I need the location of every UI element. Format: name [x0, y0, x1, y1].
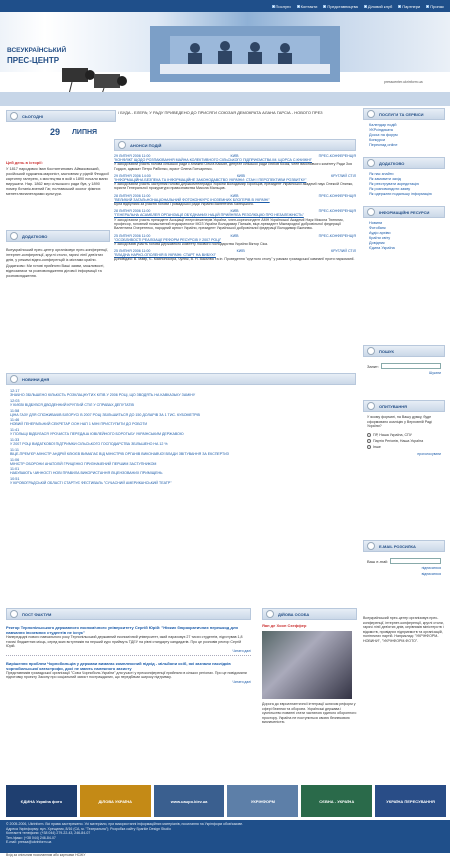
logo-line1[interactable]: ВСЕУКРАЇНСЬКИЙ	[7, 47, 67, 54]
news-time: 11:06	[10, 457, 20, 462]
radio-icon[interactable]	[367, 445, 371, 449]
extra-link[interactable]: Як нас знайти	[369, 172, 394, 176]
ann-date: 29 ЛИПНЯ 2006 14:00	[114, 173, 151, 178]
news-item[interactable]	[10, 399, 356, 407]
news-time: 11:41	[10, 428, 20, 433]
radio-icon[interactable]	[367, 433, 371, 437]
news-text[interactable]: У КИЄВІ ВІДБУВСЯ ДВОДЕННИЙ КРУГЛИЙ СТІЛ У СПРАВАХ ДЕПУТАТІВ	[10, 402, 134, 407]
ann-date: 28 ЛИПНЯ 2006 11:00	[114, 209, 151, 214]
info-link[interactable]: Єдина Україна	[369, 246, 395, 250]
ann-title-link[interactable]: "ІНФОРМАЦІЙНА БЕЗПЕКА ТА ІНФОРМАЦІЙНЕ ЗАКОНОДАВСТВО УКРАЇНИ: СТАН І ПЕРСПЕКТИВИ РОЗВИТКУ"	[114, 177, 307, 182]
info-header: ІНФОРМАЦІЙНІ РЕСУРСИ	[363, 206, 445, 218]
right-info-text: Всеукраїнський прес-центр організовує прес-конференції, інтернет-конференції, круглі столи, гарячі лінії дев'ятих днів, керівників міністерств і відомств, провідних підприємств та організацій, політичних партій. Наприклад: "УКРІНФОРМ-НОВИНИ", "УКРІНФОРМ-ФОТО".	[363, 616, 444, 643]
news-time: 11:11	[10, 447, 19, 452]
extra-link[interactable]: Як розповсюдити заяву	[369, 187, 411, 191]
search-label: Запит:	[367, 363, 379, 369]
extra-link[interactable]: Як реєструвати акредитацію	[369, 182, 420, 186]
announcement-item	[114, 249, 356, 262]
news-text[interactable]: НОВИЙ ГЕНЕРАЛЬНИЙ СЕКРЕТАР ООН НАП 1 МІНІ ПРИСТУПИТИ ДО РОБОТИ	[10, 422, 148, 427]
info-link[interactable]: Фотобанк	[369, 226, 386, 230]
services-link[interactable]: УКРсіндиката	[369, 128, 393, 132]
ann-body: У заході взяв участь голова Державного комітету лісового господарства України Віктор Сіка.	[114, 241, 269, 246]
nav-item-about[interactable]: Пронас	[426, 4, 444, 9]
post-headline[interactable]: Ректор Тернопільського державного економічного університету Сергій Юрій: "Ніяких бюрократичних перешкод для навчання іноземних студентів не існує"	[6, 625, 238, 635]
announcement-item	[114, 209, 356, 230]
ann-city: КИЇВ	[230, 233, 239, 238]
banner[interactable]: www.uaupo.kiev.ua	[154, 785, 225, 817]
copyright-line: Вхід за спільним посиланням або картками НСЖУ	[0, 853, 450, 862]
ann-title-link[interactable]: "ОСОБЛИВОСТІ РЕАЛІЗАЦІЇ РЕФОРМ РЕСУРСІВ У 2007 РОЦІ"	[114, 237, 222, 242]
ann-type: КРУГЛИЙ СТІЛ	[330, 249, 356, 254]
month-name: ЛИПНЯ	[72, 129, 98, 136]
news-item[interactable]	[10, 467, 356, 475]
poll-option[interactable]: Партія Регіонів, Наша Україна	[363, 438, 445, 444]
globe-icon	[367, 208, 375, 216]
announcements	[114, 139, 356, 265]
news-text[interactable]: У КІРОВОГРАДСЬКІЙ ОБЛАСТІ СТАРТУЄ ФЕСТИВАЛЬ "СУЧАСНИЙ АМЕРИКАНСЬКИЙ ТЕАТР"	[10, 481, 172, 486]
ann-body: У заході взяли участь президент Асоціації енергоінженерів України, член-кореспондент АМН Української Академії Наук Микола Тютюник, професор, головний позаштатний ендокринолог МОЗ України Володимир Панькiв, віце-президент Міжнародної добровільної федерації Валентина Очеретенко, народний артист України, президент Української добровільної федерації Володимир Бжезнюк.	[114, 217, 344, 231]
search-section	[363, 345, 445, 375]
banner[interactable]: УКРІНФОРМ	[227, 785, 298, 817]
history-heading: Цей день в історії:	[6, 160, 43, 165]
email-label: Ваш e-mail:	[367, 558, 389, 564]
nav-item-contacts[interactable]: Контакти	[297, 4, 318, 9]
banner[interactable]: ЄДИНА Україна фото	[6, 785, 77, 817]
info-icon	[10, 232, 18, 240]
square-icon	[364, 5, 367, 8]
ann-city: КИЇВ	[230, 193, 239, 198]
news-icon	[10, 375, 18, 383]
vote-button[interactable]: проголосувати	[417, 451, 441, 456]
banner[interactable]: СЄВНА - УКРАЇНА	[301, 785, 372, 817]
news-text[interactable]: ВІЦЕ-ПРЕМ'ЄР-МІНІСТР АНДРІЙ КЛЮЄВ ВИМАГАЄ ВІД МІНІСТРІВ ОРГАНІВ ВИКОНАВЧОЇ ВЛАДИ ЗВІТУВАННЯ ЗА ЕКСПЕРТИЗ	[10, 451, 229, 456]
news-text[interactable]: У 2007 РОЦІ ВИДАТКОВОЇ ПІДТРИМКИ СІЛЬСЬКОГО ГОСПОДАРСТВА ЗБІЛЬШЕНО НА 12 %	[10, 441, 168, 446]
ann-city: КИЇВ	[236, 173, 245, 178]
person-header: ДІЙОВА ОСОБА	[262, 608, 357, 620]
news-item[interactable]	[10, 458, 356, 466]
announcements-header: АНОНСИ ПОДІЙ	[114, 139, 356, 151]
ann-type: ПРЕС-КОНФЕРЕНЦІЯ	[318, 209, 356, 214]
info-link[interactable]: Довідник	[369, 241, 385, 245]
day-number: 29	[50, 127, 61, 137]
ann-body: У заході взяли участь голова сільської ради с.Книжни Ольга Касьян, депутат сільської ради Любов Козак, член виконавчого комітету Ради Зоя Гордон, адвокат Петро Рабієнко, юрист Олена Гончаренко.	[114, 162, 352, 171]
news-item[interactable]	[10, 389, 356, 397]
extra-link[interactable]: Як одержати подальшу інформацію	[369, 192, 432, 196]
ann-title-link[interactable]: "КОНФЛІКТ ЩОДО РОЗПАЮВАННЯ МАЙНА КОЛЕКТИВНОГО СІЛЬСЬКОГО ПІДПРИЄМСТВА ІМ. ЩОРСА С.КНИЖНІ"	[114, 158, 312, 162]
news-item[interactable]	[10, 418, 356, 426]
services-icon	[367, 110, 375, 118]
news-time: 11:01	[10, 467, 20, 472]
news-time: 11:33	[10, 437, 20, 442]
news-time: 12:03	[10, 398, 20, 403]
news-header: НОВИНИ ДНЯ	[6, 373, 356, 385]
email-section	[363, 540, 445, 576]
news-time: 10:51	[10, 477, 20, 482]
read-more-link[interactable]: Читати далі	[232, 679, 251, 684]
square-icon	[426, 5, 429, 8]
news-text[interactable]: НАБУВАЮТЬ ЧИННОСТІ НОВІ ПРАВИЛА ВИКОРИСТАННЯ ЛІЦЕНЗОВАНИХ ПРИМІЩЕНЬ	[10, 471, 163, 476]
post-text: Представників громадської організації "Союз Чорнобиль України" для участі у пресконференції прийняли в кількох регіонах. Про це повідомили підготовку проекту Закону про соціальний захист постраждалих, що передбачає широку підтримку.	[6, 670, 247, 679]
megaphone-icon	[118, 141, 126, 149]
post-factum-header: ПОСТ ФАКТУМ	[6, 608, 251, 620]
ann-type: КРУГЛИЙ СТІЛ	[331, 173, 356, 178]
addon-header: ДОДАТКОВО	[6, 230, 110, 242]
ann-date: 28 ЛИПНЯ 2006 11:00	[114, 193, 151, 198]
top-navigation	[0, 0, 450, 12]
today-header: СЬОГОДНІ	[6, 110, 116, 122]
day-in-history	[6, 160, 110, 197]
post-factum-section	[6, 608, 251, 684]
header-banner	[0, 12, 450, 72]
nav-item-representation[interactable]: Представництва	[323, 4, 358, 9]
services-link[interactable]: Досьє на форум	[369, 133, 398, 137]
post-text: Напередодні нового навчального року Тернопільський державний економічний університет, який нараховує 27 тисяч студентів, підготував 1,8 тисячі бюджетних місць, серед яких вступників на перший курс приймуть ТДЕУ на рівні стандарту кандидатів. Про це розповів ректор Сергій Юрій.	[6, 635, 243, 648]
news-item[interactable]	[10, 477, 356, 485]
logo-line2[interactable]: ПРЕС-ЦЕНТР	[7, 56, 60, 65]
chart-icon	[367, 402, 375, 410]
news-time: 12:17	[10, 389, 20, 393]
info-link[interactable]: Країни світу	[369, 236, 391, 240]
footer-email[interactable]: E-mail: pressa@ukrinform.ua	[6, 840, 52, 844]
news-text[interactable]: ЦІНА ГАЗУ ДЛЯ СПОЖИВАЧІВ БІЛОРУСІ В 2007 РОЦІ ЗБІЛЬШИТЬСЯ ДО 150 ДОЛАРІВ ЗА 1 ТИС. КУБОМЕТРІВ	[10, 412, 200, 417]
ann-title-link[interactable]: "ГЕНЕРАЛЬНА АСАМБЛЕЯ ОРГАНІЗАЦІЇ ОБ'ЄДНАНИХ НАЦІЙ ПРИЙНЯЛА РЕЗОЛЮЦІЮ ПРО НЕЗАЛЕЖНІСТЬ"	[114, 213, 304, 218]
search-input[interactable]	[381, 363, 441, 369]
ann-body: У заході взяли участь заступник голови Держкомтелерадіо України Володимир Горобцов, президент Української академії наук Олексій Онипко, юристи Генеральної прокуратури правознавства Микола Мальцов.	[114, 182, 354, 191]
subscribe-button[interactable]: підписатися	[421, 566, 441, 570]
person-of-day	[262, 608, 357, 725]
announcement-item	[114, 154, 356, 171]
extra-header: ДОДАТКОВО	[363, 157, 445, 169]
footer-text: Тел./факс: (+38 044) 246-84-07	[6, 835, 56, 840]
news-item[interactable]	[10, 409, 356, 417]
ann-type: ПРЕС-КОНФЕРЕНЦІЯ	[318, 154, 356, 158]
square-icon	[398, 5, 401, 8]
announcement-item	[114, 174, 356, 191]
email-input[interactable]	[390, 558, 441, 564]
footer-text: Адреса Укрінформу: вул. Хрещатик, 8/16 (СА, м. "Театральна"); Розробка сайту Sparkle Design Studio	[6, 826, 171, 831]
divider	[6, 655, 251, 656]
poll-header: ОПИТУВАННЯ	[363, 400, 445, 412]
press-url[interactable]: presscenter.ukrinform.ua	[384, 80, 423, 84]
person-name[interactable]: Яап де Хооп Схеффер	[262, 623, 307, 628]
plus-icon	[367, 159, 375, 167]
ann-date: 25 ЛИПНЯ 2006 11:00	[114, 233, 151, 238]
ann-title-link[interactable]: "ВЕЛИКИЙ ЗАГАЛЬНОНАЦІОНАЛЬНИЙ ФОТОКОНКУРС ІНОЗЕМНИХ БЛОГЕРІВ В УКРАЇНІ"	[114, 197, 270, 202]
history-text: У 1817 народився Іван Костянтинович Айвазовський, російський художник-мариніст, засновник у рідній Феодосії картинну галерею, з мистецтва в якій з 1890 почали мапи вирушати. Нар. 1862 мер сільського ради був, у 1890 помер ботанік-вчений Гаг, полтавський зоолог фімних менетхлюпанетарами культури.	[6, 167, 110, 196]
banner[interactable]: ДІЛОВА УКРАЇНА	[80, 785, 151, 817]
info-link[interactable]: Аудіо архіви	[369, 231, 391, 235]
news-time: 11:46	[10, 418, 20, 423]
news-text[interactable]: МІНІСТР ОБОРОНИ АНАТОЛІЙ ГРИЦЕНКО ПРИЗНАЧЕНИЙ ПЕРШИМ ЗАСТУПНИКОМ	[10, 461, 157, 466]
calendar-icon	[10, 112, 18, 120]
announcement-item	[114, 194, 356, 207]
ann-body: Доповідачі: В. Мавр, Є. Махноносєра, Чулюк, В. Н. Вакалюк та ін. Проведення "круглого столу" у рамках громадської кампанії проти наркоманії.	[114, 257, 355, 262]
email-header: E-MAIL РОЗСИЛКА	[363, 540, 445, 552]
footer-text: © 2005-2006, Ukrinform. Всі права застережено. Усі матеріали, при використанні інформаційних матеріалів, посилання на Укрінформ обов'язкове.	[6, 822, 244, 826]
poll-section	[363, 400, 445, 456]
nav-item-partners[interactable]: Партнери	[398, 4, 420, 9]
ann-date: 29 ЛИПНЯ 2006 11:00	[114, 154, 151, 158]
nav-item-business-club[interactable]: Діловий клуб	[364, 4, 392, 9]
ann-title-link[interactable]: "ВЛАДНА НАРКО-ОПОЛЕНІЯ В УКРАЇНІ: СТАРТ НА ВИБУХІ"	[114, 253, 216, 258]
post-headline[interactable]: Вирішення проблем Чорнобильців у держави вимагає комплексний підхід - мільйони осіб, які зазнали наслідків чорнобильської катастрофи, досі не мають належного захисту	[6, 660, 231, 671]
radio-icon[interactable]	[367, 439, 371, 443]
services-header: ПОСЛУГИ ТА СЕРВІСИ	[363, 108, 445, 120]
ann-type: ПРЕС-КОНФЕРЕНЦІЯ	[318, 193, 356, 198]
news-item[interactable]	[10, 448, 356, 456]
poll-option[interactable]: ПР, Наша Україна, СПУ	[363, 432, 445, 438]
ann-type: ПРЕС-КОНФЕРЕНЦІЯ	[318, 233, 356, 238]
today-box	[6, 110, 116, 140]
poll-question: У якому форматі, на Вашу думку, буде сформовано коаліцію у Верховній Раді України?	[367, 415, 432, 428]
services-link[interactable]: Конкурси	[369, 138, 386, 142]
announcement-item	[114, 234, 356, 247]
nav-item-services[interactable]: Послуги	[272, 4, 291, 9]
addon-section	[6, 230, 110, 279]
news-text[interactable]: ЗНАЧНО ЗБІЛЬШЕНО КІЛЬКІСТЬ РОЗКЛАЦНУТИХ КІТІВ У 2006 РОЦІ, ЩО ЗВОДЯТЬ НА КАВКАЗЬКУ ЗАМІНУ	[10, 393, 196, 397]
news-item[interactable]	[10, 438, 356, 446]
square-icon	[323, 5, 326, 8]
square-icon	[272, 5, 275, 8]
unsubscribe-button[interactable]: відписатися	[421, 572, 441, 576]
ann-body: Була відбулися за участю голови Громадської ради України Валентина Халецького.	[114, 202, 254, 207]
services-link[interactable]: Переклад online	[369, 143, 398, 147]
addon-text: Всеукраїнський прес-центр організовує прес-конференції, інтернет-конференції, круглі столи, гарячі лінії дев'ятих днів, у режимі відео-конференцій із містами країни. Додатково: Ми готові прийняти Ваші заяви, можливості, відеозаписи та розповсюдження ділової інформації та розповсюдження.	[6, 248, 109, 279]
pin-icon	[10, 610, 18, 618]
person-photo	[262, 631, 352, 699]
search-icon	[367, 347, 375, 355]
poll-option[interactable]: Інше	[363, 444, 445, 450]
right-column	[363, 108, 445, 260]
ann-city: КИЇВ	[236, 249, 245, 254]
footer	[0, 820, 450, 854]
mail-icon	[367, 542, 375, 550]
ann-city: КИЇВ	[230, 154, 239, 158]
conference-photo	[150, 26, 340, 82]
ann-date: 25 ЛИПНЯ 2006 11:00	[114, 249, 151, 254]
search-button[interactable]: Шукати	[429, 371, 441, 375]
sub-bar	[0, 92, 450, 106]
banner[interactable]: УКРАЇНА ПЕРЕСУВАННЯ	[375, 785, 446, 817]
extra-link[interactable]: Як замовити захід	[369, 177, 401, 181]
search-header: ПОШУК	[363, 345, 445, 357]
square-icon	[297, 5, 300, 8]
news-ticker[interactable]: / БУДА - ЕЛЕРА; У РАДУ ПРИВЕДЕНО ДО ПРИСЯГИ СОЮЗАЯ ДЕМОКРАТА АЛАНА ГАРСІА - НОВОГО ПРЕЗ	[118, 110, 323, 115]
footer-text: Контактні телефони: (+38 044) 279-22-43, 246-84-07	[6, 831, 91, 835]
news-item[interactable]	[10, 428, 356, 436]
news-time: 11:58	[10, 408, 20, 413]
read-more-link[interactable]: Читати далі	[232, 648, 251, 653]
ann-city: КИЇВ	[230, 209, 239, 214]
banner-row	[6, 785, 446, 817]
news-text[interactable]: У ПОЛЬЩІ ВІДБУЛАСЯ УРОЧИСТА ПЕРЕДАЧА ЮВІЛЕЙНОГО БОРОТЬБУ УКРАЇНСЬКИМ ДЕРЖАВОЮ	[10, 432, 184, 437]
services-link[interactable]: Календар подій	[369, 123, 397, 127]
person-icon	[266, 610, 274, 618]
news-section	[6, 373, 356, 487]
person-text: Дорога до євроатлантичної інтеграції шляхом реформ у сфері безпеки та оборони. Українські держава і суспільство повинні стати частиною єдиного оборонного простору. Україна не поступиться своєю безпековою визначеністю.	[262, 702, 357, 724]
info-link[interactable]: Новини	[369, 221, 383, 225]
